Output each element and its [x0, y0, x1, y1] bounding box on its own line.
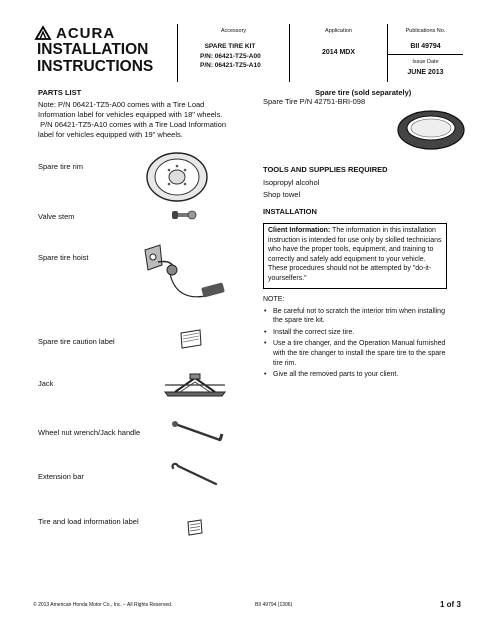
client-information-box: Client Information: The information in this installation instruction is intended for use only by skilled technicians who have the proper tools, equipment, and training to correctly and safely add equipment to your vehicle. These procedures should not be attempted by "do-it-yourselfers." — [263, 223, 447, 289]
tool-item: Isopropyl alcohol — [263, 178, 320, 187]
note-item: • Give all the removed parts to your client. — [263, 370, 449, 380]
acura-logo — [33, 24, 173, 42]
issue-date: JUNE 2013 — [407, 69, 444, 76]
part-label-spare-tire-hoist: Spare tire hoist — [38, 253, 89, 262]
document-header — [33, 24, 463, 82]
brand-name: ACURA — [56, 24, 116, 42]
page-number: 1 of 3 — [440, 600, 461, 609]
jack-illustration — [160, 370, 230, 400]
valve-stem-illustration — [170, 208, 200, 222]
caution-label-illustration — [178, 328, 204, 350]
accessory-name: SPARE TIRE KIT — [204, 43, 256, 50]
copyright-text: © 2013 American Honda Motor Co., Inc. – All Rights Reserved. — [33, 602, 173, 608]
part-label-wheel-nut-wrench: Wheel nut wrench/Jack handle — [38, 428, 141, 437]
part-label-extension-bar: Extension bar — [38, 472, 84, 481]
acura-emblem-icon — [33, 26, 53, 40]
installation-heading: INSTALLATION — [263, 207, 317, 216]
part-label-caution-label: Spare tire caution label — [38, 337, 115, 346]
tire-load-label-illustration — [186, 518, 204, 536]
part-label-spare-tire-rim: Spare tire rim — [38, 162, 84, 171]
part-label-jack: Jack — [38, 379, 54, 388]
extension-bar-illustration — [168, 462, 220, 488]
accessory-cell: Accessory SPARE TIRE KIT P/N: 06421-TZ5-A00 P/N: 06421-TZ5-A10 — [177, 24, 289, 82]
part-number-1: P/N: 06421-TZ5-A00 — [200, 52, 261, 60]
spare-tire-illustration — [395, 108, 467, 152]
page-title: INSTALLATION INSTRUCTIONS — [37, 41, 154, 75]
note-item: • Use a tire changer, and the Operation Manual furnished with the tire changer to install the spare tire to the spare tire rim. — [263, 339, 449, 368]
application-cell: Application 2014 MDX — [289, 24, 387, 82]
part-label-tire-load-label: Tire and load information label — [38, 517, 139, 526]
document-code: BII 49794 (1306) — [255, 602, 293, 608]
tool-item: Shop towel — [263, 190, 301, 199]
parts-list-note: Note: P/N 06421-TZ5-A00 comes with a Tire Load Information label for vehicles equipped with 18" wheels. P/N 06421-TZ5-A10 comes with a Tire Load Information label for vehicles equipped with 19" wheels. — [38, 100, 227, 139]
tools-list — [263, 178, 319, 200]
publication-number: BII 49794 — [410, 43, 441, 50]
note-item: • Be careful not to scratch the interior trim when installing the spare tire kit. — [263, 307, 449, 326]
part-label-valve-stem: Valve stem — [38, 212, 75, 221]
publication-cell: Publications No. BII 49794 Issue Date JUNE 2013 — [387, 24, 463, 82]
spare-tire-hoist-illustration — [140, 240, 230, 312]
spare-tire-pn: Spare Tire P/N 42751-BRI-098 — [263, 97, 366, 106]
spare-tire-heading: Spare tire (sold separately) — [315, 88, 412, 97]
note-item: • Install the correct size tire. — [263, 328, 449, 338]
part-number-2: P/N: 06421-TZ5-A10 — [200, 62, 261, 69]
spare-tire-rim-illustration — [143, 150, 213, 204]
wheel-nut-wrench-illustration — [170, 420, 230, 448]
installation-notes — [263, 295, 449, 382]
tools-heading: TOOLS AND SUPPLIES REQUIRED — [263, 165, 388, 174]
parts-list-heading: PARTS LIST — [38, 88, 82, 97]
application-value: 2014 MDX — [321, 49, 356, 56]
note-label: NOTE: — [263, 296, 285, 303]
